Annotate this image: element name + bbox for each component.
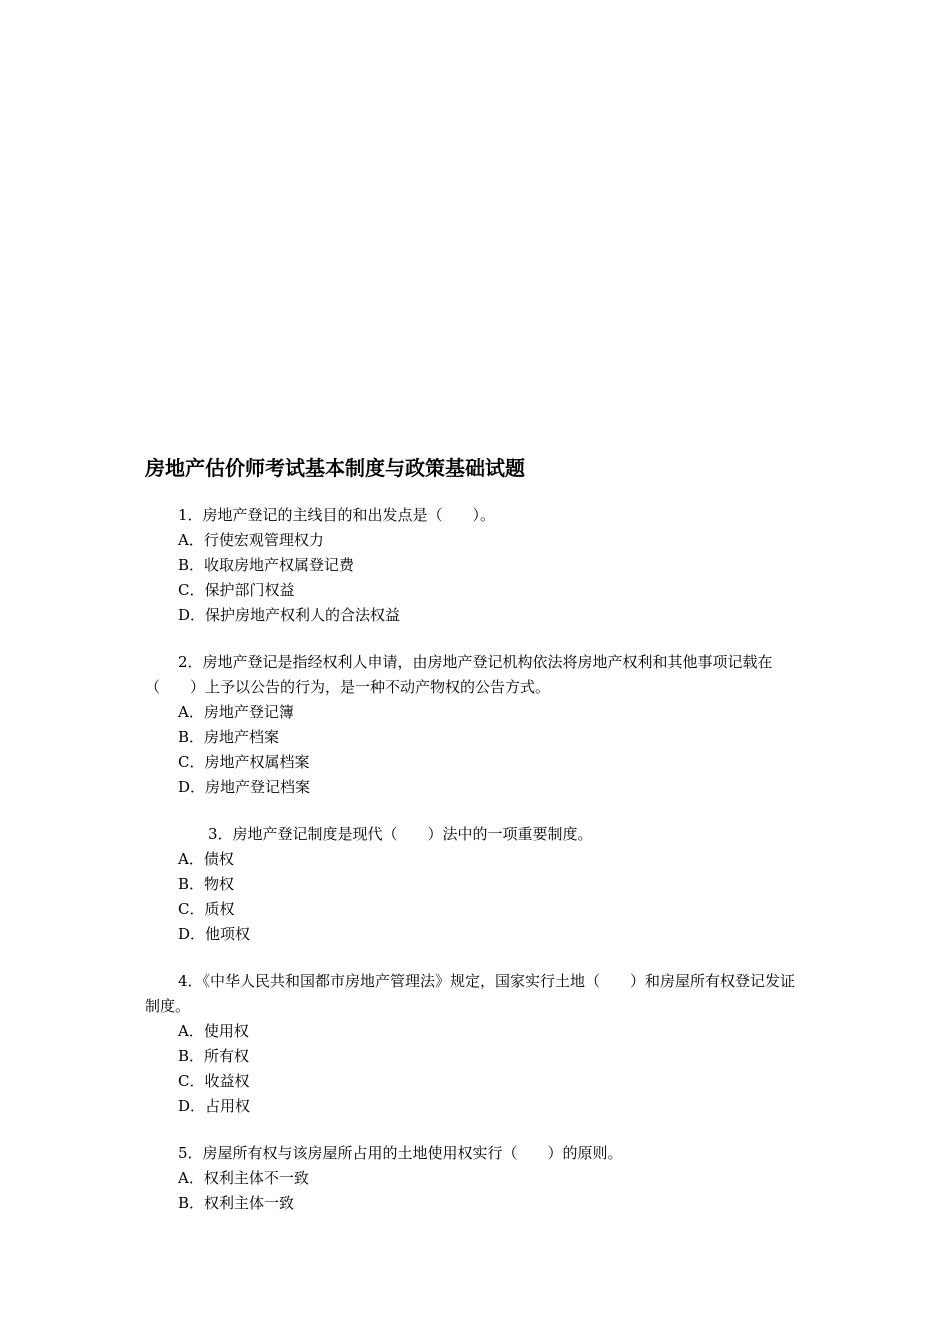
question-3 [145,822,810,947]
option-d: D．保护房地产权利人的合法权益 [178,606,401,624]
option-d: D．房地产登记档案 [178,778,311,796]
question-5 [145,1141,810,1216]
option-d: D．占用权 [178,1097,251,1115]
option-a: A．行使宏观管理权力 [178,531,324,549]
option-c: C．保护部门权益 [178,581,295,599]
question-stem: 5．房屋所有权与该房屋所占用的土地使用权实行（ ）的原则。 [178,1144,623,1162]
option-b: B．物权 [178,875,235,893]
question-stem: 2．房地产登记是指经权利人申请，由房地产登记机构依法将房地产权利和其他事项记载在（ ）上予以公告的行为，是一种不动产物权的公告方式。 [145,653,773,696]
document-title: 房地产估价师考试基本制度与政策基础试题 [145,456,525,480]
option-a: A．房地产登记簿 [178,703,294,721]
option-a: A．使用权 [178,1022,249,1040]
question-2 [145,650,810,800]
option-b: B．收取房地产权属登记费 [178,556,355,574]
option-b: B．权利主体一致 [178,1194,295,1212]
question-1 [145,503,810,628]
question-stem: 4．《中华人民共和国都市房地产管理法》规定，国家实行土地（ ）和房屋所有权登记发证制度。 [145,972,796,1015]
option-b: B．房地产档案 [178,728,280,746]
question-list [145,503,810,1238]
option-c: C．房地产权属档案 [178,753,310,771]
question-stem: 3．房地产登记制度是现代（ ）法中的一项重要制度。 [208,825,593,843]
option-b: B．所有权 [178,1047,250,1065]
option-c: C．质权 [178,900,235,918]
option-d: D．他项权 [178,925,251,943]
option-a: A．债权 [178,850,234,868]
question-stem: 1．房地产登记的主线目的和出发点是（ ）。 [178,506,496,524]
option-c: C．收益权 [178,1072,250,1090]
question-4 [145,969,810,1119]
option-a: A．权利主体不一致 [178,1169,309,1187]
